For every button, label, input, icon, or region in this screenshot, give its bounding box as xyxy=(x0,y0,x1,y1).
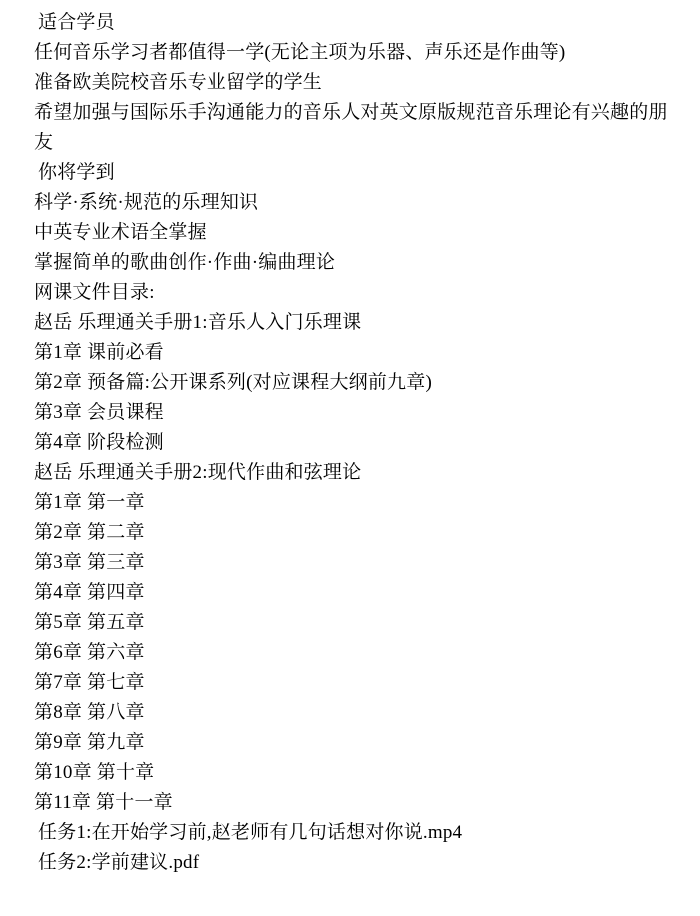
text-line: 希望加强与国际乐手沟通能力的音乐人对英文原版规范音乐理论有兴趣的朋友 xyxy=(34,102,668,153)
course-title-line: 赵岳 乐理通关手册2:现代作曲和弦理论 xyxy=(34,462,362,483)
text-line: 准备欧美院校音乐专业留学的学生 xyxy=(34,72,323,93)
chapter-line: 第1章 课前必看 xyxy=(34,342,164,363)
chapter-line: 第6章 第六章 xyxy=(34,642,145,663)
chapter-line: 第3章 会员课程 xyxy=(34,402,164,423)
course-title-line: 赵岳 乐理通关手册1:音乐人入门乐理课 xyxy=(34,312,362,333)
chapter-line: 第10章 第十章 xyxy=(34,762,155,783)
chapter-line: 第8章 第八章 xyxy=(34,702,145,723)
chapter-line: 第4章 阶段检测 xyxy=(34,432,164,453)
task-line: 任务2:学前建议.pdf xyxy=(38,852,200,873)
text-line: 任何音乐学习者都值得一学(无论主项为乐器、声乐还是作曲等) xyxy=(34,42,566,63)
text-line: 掌握简单的歌曲创作·作曲·编曲理论 xyxy=(34,252,336,273)
text-line: 你将学到 xyxy=(38,162,115,183)
chapter-line: 第1章 第一章 xyxy=(34,492,145,513)
chapter-line: 第7章 第七章 xyxy=(34,672,145,693)
task-line: 任务1:在开始学习前,赵老师有几句话想对你说.mp4 xyxy=(38,822,463,843)
chapter-line: 第9章 第九章 xyxy=(34,732,145,753)
chapter-line: 第4章 第四章 xyxy=(34,582,145,603)
chapter-line: 第2章 预备篇:公开课系列(对应课程大纲前九章) xyxy=(34,372,432,393)
chapter-line: 第5章 第五章 xyxy=(34,612,145,633)
chapter-line: 第11章 第十一章 xyxy=(34,792,173,813)
text-line: 网课文件目录: xyxy=(34,282,155,303)
text-line: 适合学员 xyxy=(38,12,115,33)
chapter-line: 第3章 第三章 xyxy=(34,552,145,573)
chapter-line: 第2章 第二章 xyxy=(34,522,145,543)
text-line: 中英专业术语全掌握 xyxy=(34,222,207,243)
text-line: 科学·系统·规范的乐理知识 xyxy=(34,192,259,213)
